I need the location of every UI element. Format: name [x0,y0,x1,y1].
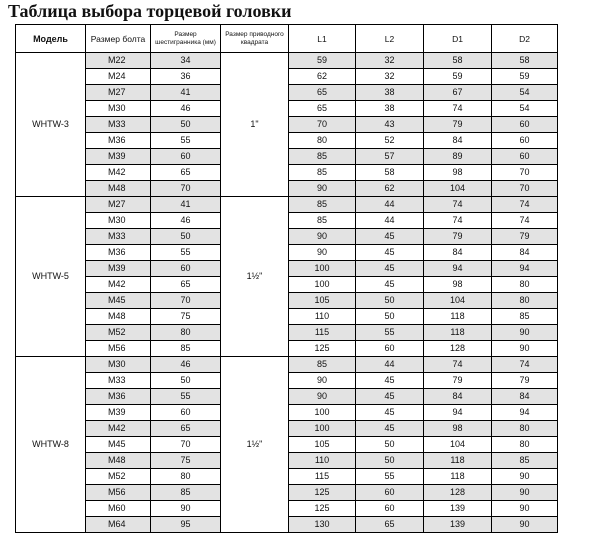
l2-cell: 62 [356,181,424,197]
l1-cell: 110 [289,453,356,469]
l2-cell: 60 [356,485,424,501]
l1-cell: 62 [289,69,356,85]
l1-cell: 90 [289,181,356,197]
d1-cell: 118 [424,309,492,325]
d1-cell: 98 [424,277,492,293]
l1-cell: 100 [289,261,356,277]
header-d1: D1 [424,25,492,53]
model-cell: WHTW-5 [16,197,86,357]
d1-cell: 104 [424,181,492,197]
d2-cell: 84 [492,389,558,405]
hex-size-cell: 55 [151,133,221,149]
l2-cell: 44 [356,197,424,213]
d2-cell: 54 [492,85,558,101]
l2-cell: 45 [356,245,424,261]
d2-cell: 70 [492,181,558,197]
d2-cell: 60 [492,117,558,133]
hex-size-cell: 50 [151,117,221,133]
header-drive-size: Размер приводного квадрата [221,25,289,53]
bolt-size-cell: M45 [86,437,151,453]
d1-cell: 84 [424,389,492,405]
bolt-size-cell: M30 [86,213,151,229]
l2-cell: 52 [356,133,424,149]
d1-cell: 94 [424,261,492,277]
d2-cell: 60 [492,149,558,165]
d1-cell: 67 [424,85,492,101]
hex-size-cell: 50 [151,373,221,389]
bolt-size-cell: M48 [86,181,151,197]
l1-cell: 100 [289,405,356,421]
hex-size-cell: 70 [151,181,221,197]
bolt-size-cell: M33 [86,117,151,133]
bolt-size-cell: M36 [86,389,151,405]
hex-size-cell: 70 [151,437,221,453]
hex-size-cell: 46 [151,101,221,117]
l2-cell: 60 [356,501,424,517]
d1-cell: 79 [424,373,492,389]
d2-cell: 74 [492,213,558,229]
d2-cell: 84 [492,245,558,261]
d1-cell: 79 [424,117,492,133]
bolt-size-cell: M42 [86,421,151,437]
bolt-size-cell: M48 [86,309,151,325]
hex-size-cell: 36 [151,69,221,85]
model-cell: WHTW-8 [16,357,86,533]
l1-cell: 90 [289,389,356,405]
header-l2: L2 [356,25,424,53]
l1-cell: 125 [289,341,356,357]
hex-size-cell: 65 [151,277,221,293]
d1-cell: 74 [424,357,492,373]
d1-cell: 98 [424,165,492,181]
header-hex-size: Размер шестигранника (мм) [151,25,221,53]
hex-size-cell: 46 [151,213,221,229]
l1-cell: 65 [289,101,356,117]
l1-cell: 105 [289,437,356,453]
drive-size-cell: 1½" [221,357,289,533]
l1-cell: 130 [289,517,356,533]
l2-cell: 50 [356,309,424,325]
bolt-size-cell: M45 [86,293,151,309]
bolt-size-cell: M33 [86,373,151,389]
l2-cell: 38 [356,101,424,117]
l2-cell: 50 [356,437,424,453]
header-d2: D2 [492,25,558,53]
table-row [16,357,558,373]
d2-cell: 80 [492,293,558,309]
d2-cell: 60 [492,133,558,149]
hex-size-cell: 90 [151,501,221,517]
d1-cell: 89 [424,149,492,165]
l2-cell: 45 [356,261,424,277]
hex-size-cell: 60 [151,261,221,277]
bolt-size-cell: M22 [86,53,151,69]
hex-size-cell: 55 [151,389,221,405]
hex-size-cell: 41 [151,197,221,213]
l1-cell: 115 [289,325,356,341]
bolt-size-cell: M52 [86,469,151,485]
socket-selection-table [15,24,558,533]
l1-cell: 85 [289,197,356,213]
d1-cell: 118 [424,469,492,485]
d1-cell: 139 [424,501,492,517]
bolt-size-cell: M39 [86,149,151,165]
d1-cell: 139 [424,517,492,533]
bolt-size-cell: M30 [86,101,151,117]
hex-size-cell: 95 [151,517,221,533]
hex-size-cell: 50 [151,229,221,245]
hex-size-cell: 80 [151,325,221,341]
d2-cell: 90 [492,501,558,517]
d2-cell: 74 [492,357,558,373]
d2-cell: 80 [492,437,558,453]
d1-cell: 74 [424,197,492,213]
l1-cell: 85 [289,149,356,165]
table-body [16,53,558,533]
l2-cell: 58 [356,165,424,181]
l2-cell: 55 [356,325,424,341]
d1-cell: 59 [424,69,492,85]
l1-cell: 59 [289,53,356,69]
d1-cell: 58 [424,53,492,69]
table-row [16,53,558,69]
hex-size-cell: 55 [151,245,221,261]
l1-cell: 125 [289,501,356,517]
hex-size-cell: 70 [151,293,221,309]
d2-cell: 90 [492,517,558,533]
l2-cell: 32 [356,69,424,85]
drive-size-cell: 1" [221,53,289,197]
header-bolt-size: Размер болта [86,25,151,53]
l1-cell: 90 [289,229,356,245]
l1-cell: 100 [289,277,356,293]
d1-cell: 128 [424,341,492,357]
d2-cell: 90 [492,485,558,501]
l2-cell: 45 [356,405,424,421]
l1-cell: 125 [289,485,356,501]
d1-cell: 118 [424,453,492,469]
l2-cell: 50 [356,453,424,469]
hex-size-cell: 65 [151,165,221,181]
d2-cell: 94 [492,261,558,277]
header-l1: L1 [289,25,356,53]
l1-cell: 90 [289,373,356,389]
hex-size-cell: 46 [151,357,221,373]
d2-cell: 54 [492,101,558,117]
d1-cell: 104 [424,437,492,453]
d1-cell: 98 [424,421,492,437]
l1-cell: 110 [289,309,356,325]
bolt-size-cell: M33 [86,229,151,245]
hex-size-cell: 60 [151,405,221,421]
l1-cell: 100 [289,421,356,437]
l2-cell: 45 [356,373,424,389]
hex-size-cell: 85 [151,341,221,357]
d2-cell: 80 [492,277,558,293]
l2-cell: 44 [356,213,424,229]
d2-cell: 90 [492,469,558,485]
d2-cell: 94 [492,405,558,421]
header-row [16,25,558,53]
d1-cell: 84 [424,245,492,261]
bolt-size-cell: M64 [86,517,151,533]
d1-cell: 79 [424,229,492,245]
bolt-size-cell: M39 [86,405,151,421]
l2-cell: 32 [356,53,424,69]
bolt-size-cell: M24 [86,69,151,85]
hex-size-cell: 60 [151,149,221,165]
l1-cell: 90 [289,245,356,261]
bolt-size-cell: M60 [86,501,151,517]
hex-size-cell: 65 [151,421,221,437]
bolt-size-cell: M48 [86,453,151,469]
l1-cell: 70 [289,117,356,133]
d2-cell: 85 [492,309,558,325]
l2-cell: 45 [356,421,424,437]
l2-cell: 55 [356,469,424,485]
d1-cell: 104 [424,293,492,309]
bolt-size-cell: M30 [86,357,151,373]
d2-cell: 70 [492,165,558,181]
d2-cell: 59 [492,69,558,85]
l2-cell: 45 [356,277,424,293]
bolt-size-cell: M42 [86,277,151,293]
l2-cell: 65 [356,517,424,533]
d2-cell: 80 [492,421,558,437]
bolt-size-cell: M52 [86,325,151,341]
l1-cell: 85 [289,165,356,181]
hex-size-cell: 75 [151,309,221,325]
hex-size-cell: 34 [151,53,221,69]
header-model: Модель [16,25,86,53]
hex-size-cell: 41 [151,85,221,101]
d1-cell: 128 [424,485,492,501]
table-row [16,197,558,213]
bolt-size-cell: M42 [86,165,151,181]
l1-cell: 85 [289,213,356,229]
l2-cell: 45 [356,229,424,245]
d1-cell: 94 [424,405,492,421]
bolt-size-cell: M39 [86,261,151,277]
d1-cell: 74 [424,213,492,229]
l2-cell: 38 [356,85,424,101]
model-cell: WHTW-3 [16,53,86,197]
d1-cell: 74 [424,101,492,117]
hex-size-cell: 85 [151,485,221,501]
l1-cell: 115 [289,469,356,485]
l2-cell: 57 [356,149,424,165]
hex-size-cell: 80 [151,469,221,485]
bolt-size-cell: M27 [86,197,151,213]
bolt-size-cell: M56 [86,485,151,501]
l1-cell: 105 [289,293,356,309]
drive-size-cell: 1½" [221,197,289,357]
d2-cell: 58 [492,53,558,69]
bolt-size-cell: M27 [86,85,151,101]
d2-cell: 74 [492,197,558,213]
hex-size-cell: 75 [151,453,221,469]
d2-cell: 79 [492,229,558,245]
l2-cell: 43 [356,117,424,133]
d2-cell: 79 [492,373,558,389]
bolt-size-cell: M36 [86,245,151,261]
d2-cell: 90 [492,325,558,341]
l1-cell: 85 [289,357,356,373]
l2-cell: 50 [356,293,424,309]
d1-cell: 118 [424,325,492,341]
l2-cell: 45 [356,389,424,405]
d2-cell: 90 [492,341,558,357]
d1-cell: 84 [424,133,492,149]
l1-cell: 80 [289,133,356,149]
l2-cell: 60 [356,341,424,357]
page-title: Таблица выбора торцевой головки [8,1,292,21]
bolt-size-cell: M56 [86,341,151,357]
l1-cell: 65 [289,85,356,101]
bolt-size-cell: M36 [86,133,151,149]
l2-cell: 44 [356,357,424,373]
d2-cell: 85 [492,453,558,469]
